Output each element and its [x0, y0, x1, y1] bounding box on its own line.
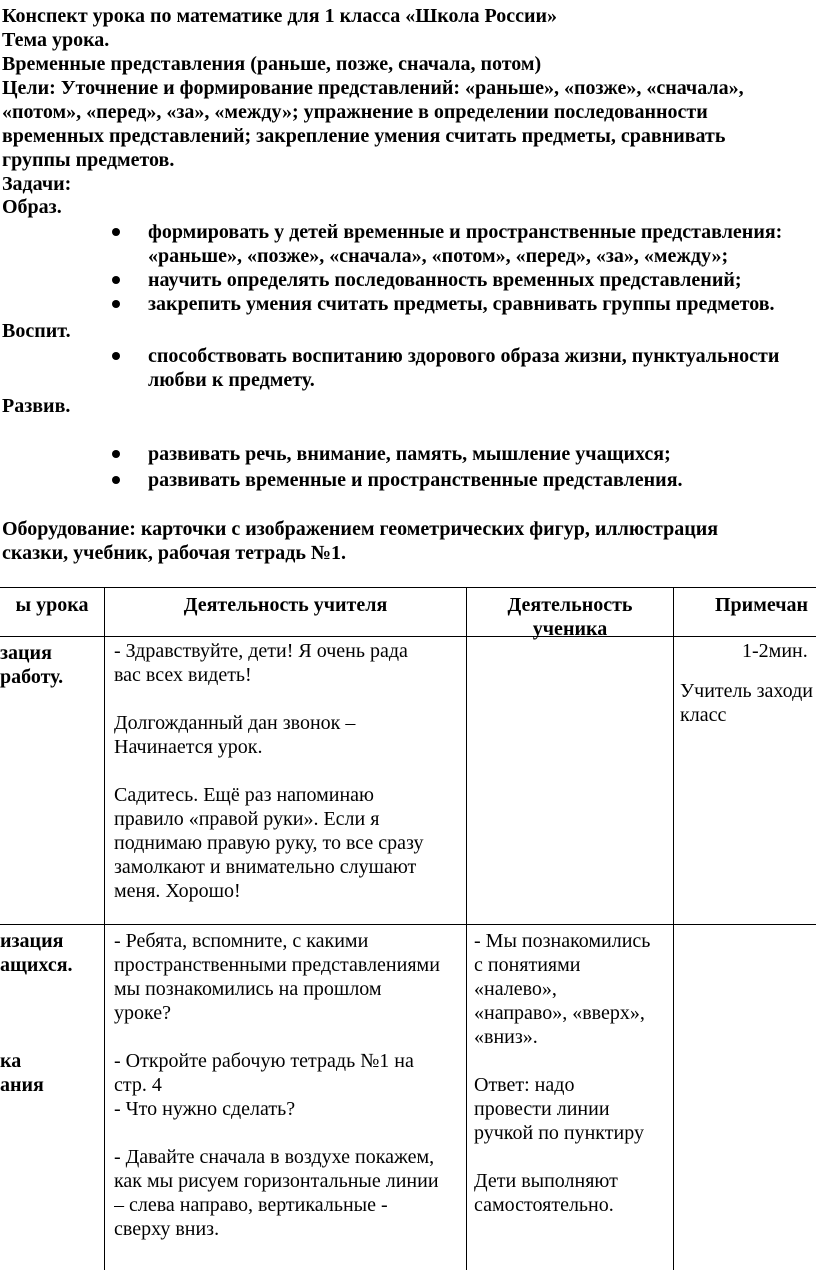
cell-line: Ответ: надо	[474, 1074, 575, 1096]
bullet-icon	[112, 276, 120, 284]
cell-line	[474, 1145, 672, 1169]
bullet-icon	[112, 450, 120, 458]
row1-stage: зация работу.	[0, 642, 64, 688]
cell-line: вас всех видеть!	[114, 664, 252, 686]
header-stage: ы урока	[15, 594, 89, 616]
cell-line: провести линии	[474, 1098, 610, 1120]
table-column-divider	[104, 587, 105, 1270]
cell-line: «вниз».	[474, 1026, 538, 1048]
cell-line: сверху вниз.	[114, 1218, 220, 1240]
cell-line: - Давайте сначала в воздухе покажем,	[114, 1146, 435, 1168]
cell-line: - Мы познакомились	[474, 930, 651, 952]
list-item: развивать речь, внимание, память, мышление учащихся;	[112, 442, 683, 466]
row2-stage: изация ащихся. ка ания	[0, 930, 73, 1096]
list-item: закрепить умения считать предметы, сравнивать группы предметов.	[112, 292, 782, 316]
table-column-divider	[466, 587, 467, 1270]
table-row-divider	[0, 924, 816, 925]
cell-line: ручкой по пунктиру	[474, 1122, 644, 1144]
list-item: способствовать воспитанию здорового образа жизни, пунктуальности любви к предмету.	[112, 344, 779, 392]
goals-line-1: Цели: Уточнение и формирование представлений: «раньше», «позже», «сначала»,	[2, 77, 744, 99]
cell-line	[114, 687, 464, 711]
header-notes: Примечан	[715, 594, 809, 616]
goals-line-2: «потом», «перед», «за», «между»; упражнение в определении последованности	[2, 101, 708, 123]
cell-line: - Здравствуйте, дети! Я очень рада	[114, 640, 408, 662]
cell-line	[114, 1121, 464, 1145]
educational-list	[112, 220, 782, 316]
cell-line: Садитесь. Ещё раз напоминаю	[114, 784, 374, 806]
cell-line: «направо», «вверх»,	[474, 1002, 645, 1024]
table-header-divider	[0, 636, 816, 637]
cell-line: уроке?	[114, 1002, 171, 1024]
cell-line: Долгожданный дан звонок –	[114, 712, 356, 734]
cell-line: правило «правой руки». Если я	[114, 808, 380, 830]
educational-label: Образ.	[2, 196, 62, 218]
list-item: развивать временные и пространственные представления.	[112, 468, 683, 492]
cell-line: стр. 4	[114, 1074, 162, 1096]
tasks-label: Задачи:	[2, 173, 72, 195]
cell-line	[114, 1025, 464, 1049]
cell-line: мы познакомились на прошлом	[114, 978, 382, 1000]
cell-line: Начинается урок.	[114, 736, 263, 758]
cell-line: - Откройте рабочую тетрадь №1 на	[114, 1050, 414, 1072]
bullet-icon	[112, 352, 120, 360]
cell-line: пространственными представлениями	[114, 954, 440, 976]
upbringing-list	[112, 344, 779, 392]
cell-line: с понятиями	[474, 954, 581, 976]
goals-line-3: временных представлений; закрепление умения считать предметы, сравнивать	[2, 125, 726, 147]
bullet-icon	[112, 300, 120, 308]
cell-line: меня. Хорошо!	[114, 880, 241, 902]
table-border-top	[0, 587, 816, 588]
cell-line	[474, 1049, 672, 1073]
cell-line: самостоятельно.	[474, 1194, 614, 1216]
cell-line: «налево»,	[474, 978, 557, 1000]
lesson-table	[0, 587, 816, 1270]
list-item: научить определять последованность временных представлений;	[112, 268, 782, 292]
cell-line: как мы рисуем горизонтальные линии	[114, 1170, 439, 1192]
lesson-title: Конспект урока по математике для 1 класса «Школа России»	[2, 5, 558, 27]
row1-teacher	[114, 639, 464, 903]
cell-line: Дети выполняют	[474, 1170, 618, 1192]
development-label: Развив.	[2, 395, 71, 417]
development-list	[112, 442, 683, 492]
row2-student	[474, 929, 672, 1217]
cell-line: - Что нужно сделать?	[114, 1098, 296, 1120]
row2-teacher	[114, 929, 464, 1241]
cell-line: замолкают и внимательно слушают	[114, 856, 417, 878]
header-teacher: Деятельность учителя	[183, 594, 388, 616]
document-header	[2, 4, 744, 196]
row1-notes: 1-2мин. Учитель заходи класс	[680, 640, 813, 726]
list-item: формировать у детей временные и пространственные представления: «раньше», «позже», «сначала», «потом», «перед», «за», «между»;	[112, 220, 782, 268]
table-column-divider	[673, 587, 674, 1270]
cell-line: – слева направо, вертикальные -	[114, 1194, 388, 1216]
cell-line	[114, 759, 464, 783]
equipment-text: Оборудование: карточки с изображением геометрических фигур, иллюстрация сказки, учебник, рабочая тетрадь №1.	[2, 518, 719, 564]
goals-line-4: группы предметов.	[2, 149, 175, 171]
upbringing-label: Воспит.	[2, 320, 71, 342]
cell-line: - Ребята, вспомните, с какими	[114, 930, 369, 952]
cell-line: поднимаю правую руку, то все сразу	[114, 832, 424, 854]
topic-label: Тема урока.	[2, 29, 110, 51]
topic-text: Временные представления (раньше, позже, сначала, потом)	[2, 53, 542, 75]
bullet-icon	[112, 228, 120, 236]
header-student: Деятельность ученика	[507, 594, 633, 640]
bullet-icon	[112, 476, 120, 484]
